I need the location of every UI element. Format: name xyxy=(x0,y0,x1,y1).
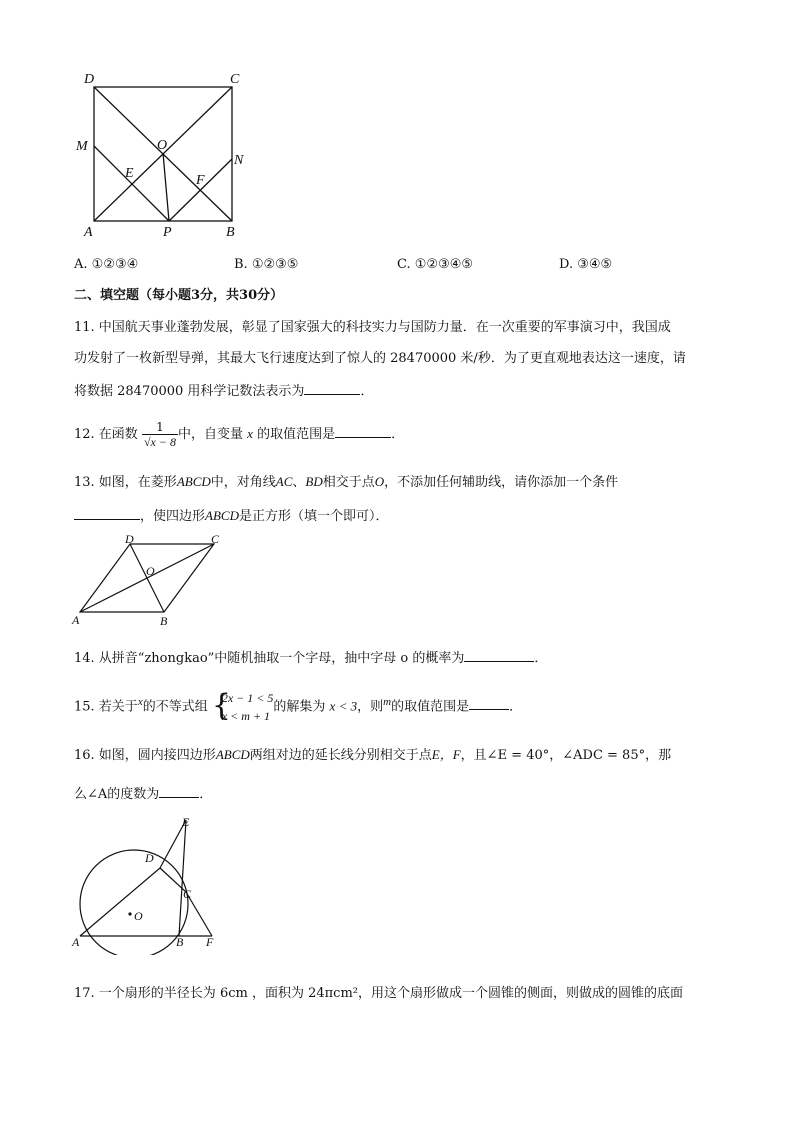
option-a xyxy=(74,255,138,275)
option-d-text: ③④⑤ xyxy=(577,257,613,272)
q12-answer-blank[interactable] xyxy=(335,423,391,438)
q11-line3 xyxy=(74,380,373,402)
q12-numerator: 1 xyxy=(142,420,178,435)
q12-prefix: 12. 在函数 xyxy=(74,427,138,442)
q11-end: ． xyxy=(360,384,374,399)
q15-mid2: 的解集为 xyxy=(273,699,326,715)
q13-line2 xyxy=(74,505,388,527)
q13-bd: BD xyxy=(305,474,323,489)
q13-line1-b: 中，对角线 xyxy=(210,475,276,490)
cf-label-A: A xyxy=(72,935,80,949)
q15-system xyxy=(212,689,274,725)
q13-ac: AC xyxy=(275,474,293,489)
q13-answer-blank[interactable] xyxy=(74,505,140,520)
option-a-letter: A. xyxy=(74,257,88,272)
q16-line1-b: 两组对边的延长线分别相交于点 xyxy=(249,748,432,763)
label-C: C xyxy=(230,72,240,87)
q15-answer-blank[interactable] xyxy=(469,695,509,710)
option-b xyxy=(234,255,298,275)
rh-label-A: A xyxy=(72,613,80,627)
q13-line2-a: ，使四边形 xyxy=(140,509,206,524)
cf-label-E: E xyxy=(182,815,190,829)
q14-answer-blank[interactable] xyxy=(464,647,534,662)
rh-label-D: D xyxy=(125,532,134,546)
q12-end: ． xyxy=(391,427,405,442)
q16-end: ． xyxy=(199,787,213,802)
q11-answer-blank[interactable] xyxy=(304,380,360,395)
q16-line1 xyxy=(74,745,671,766)
q12-middle: 中，自变量 xyxy=(177,427,243,442)
q13-line1-c: 相交于点 xyxy=(322,475,375,490)
label-F: F xyxy=(196,173,205,188)
q15-prefix: 15. 若关于 xyxy=(74,699,138,715)
q13-line1 xyxy=(74,472,618,493)
option-c xyxy=(397,255,473,275)
q13-sep: 、 xyxy=(292,475,306,490)
q16-line1-c: ，且∠E = 40°，∠ADC = 85°，那 xyxy=(460,748,672,763)
q16-answer-blank[interactable] xyxy=(159,783,199,798)
q16-line2-a: 么∠A xyxy=(74,787,108,802)
q16-line2-b: 的度数为 xyxy=(107,787,160,802)
rhombus-figure xyxy=(66,532,226,632)
option-d xyxy=(559,255,612,275)
square-figure xyxy=(70,66,260,246)
cf-label-F: F xyxy=(206,935,214,949)
q15-var-m: m xyxy=(383,696,392,708)
q15-ineq2: x < m + 1 xyxy=(221,708,271,723)
q11-line3-text: 将数据 28470000 用科学记数法表示为 xyxy=(74,384,305,399)
q15-end: ． xyxy=(509,699,523,715)
label-D: D xyxy=(84,72,95,87)
q13-line1-d: ，不添加任何辅助线，请你添加一个条件 xyxy=(384,475,619,490)
option-a-text: ①②③④ xyxy=(91,257,139,272)
q15 xyxy=(74,682,522,727)
q15-solution: x < 3 xyxy=(329,698,358,714)
q13-o: O xyxy=(374,474,385,489)
q15-var-x: x xyxy=(137,696,143,708)
q15-suffix: 的取值范围是 xyxy=(391,699,470,715)
q12-radicand: x − 8 xyxy=(150,435,176,449)
q15-mid1: 的不等式组 xyxy=(142,699,208,715)
q13-abcd: ABCD xyxy=(176,474,211,489)
option-c-letter: C. xyxy=(397,257,411,272)
q12-suffix: 的取值范围是 xyxy=(257,427,336,442)
q13-line2-b: 是正方形（填一个即可）． xyxy=(238,509,389,524)
q12-var: x xyxy=(247,426,253,441)
q11-line2: 功发射了一枚新型导弹，其最大飞行速度达到了惊人的 28470000 米/秒．为了更直观地表达这一速度，请 xyxy=(74,351,686,366)
q12 xyxy=(74,414,404,455)
label-O: O xyxy=(157,138,168,153)
q14-text: 14. 从拼音“zhongkao”中随机抽取一个字母，抽中字母 o 的概率为 xyxy=(74,651,465,666)
q16-line2 xyxy=(74,783,212,805)
label-A: A xyxy=(84,225,93,240)
cf-label-B: B xyxy=(176,935,184,949)
brace-icon: { xyxy=(211,687,231,723)
cf-label-O: O xyxy=(134,909,143,923)
q17: 17. 一个扇形的半径长为 6cm ，面积为 24πcm²，用这个扇形做成一个圆锥的侧面，则做成的圆锥的底面 xyxy=(74,986,683,1001)
option-c-text: ①②③④⑤ xyxy=(414,257,474,272)
rh-label-O: O xyxy=(146,564,155,578)
q14 xyxy=(74,647,547,669)
q15-ineq1: 2x − 1 < 5 xyxy=(221,690,274,705)
rh-label-C: C xyxy=(211,532,220,546)
cf-label-D: D xyxy=(145,851,154,865)
q12-denominator: √x − 8 xyxy=(143,435,176,449)
q12-fraction xyxy=(142,420,178,449)
q16-ef: E，F xyxy=(431,747,461,762)
q15-mid3: ，则 xyxy=(357,699,384,715)
label-P: P xyxy=(163,225,172,240)
cf-label-C: C xyxy=(183,887,192,901)
q16-abcd: ABCD xyxy=(215,747,250,762)
rh-label-B: B xyxy=(160,614,168,628)
option-b-text: ①②③⑤ xyxy=(251,257,299,272)
q16-line1-a: 16. 如图，圆内接四边形 xyxy=(74,748,216,763)
circle-figure xyxy=(66,810,236,955)
option-d-letter: D. xyxy=(559,257,574,272)
label-M: M xyxy=(76,139,88,154)
q13-line1-a: 13. 如图，在菱形 xyxy=(74,475,177,490)
label-N: N xyxy=(234,153,244,168)
label-E: E xyxy=(125,166,134,181)
section-title: 二、填空题（每小题3分，共30分） xyxy=(74,288,284,303)
label-B: B xyxy=(226,225,235,240)
q13-abcd-2: ABCD xyxy=(205,508,239,523)
q14-end: ． xyxy=(534,651,548,666)
option-b-letter: B. xyxy=(234,257,248,272)
q11-line1: 11. 中国航天事业蓬勃发展，彰显了国家强大的科技实力与国防力量．在一次重要的军事演习中，我国成 xyxy=(74,320,671,335)
